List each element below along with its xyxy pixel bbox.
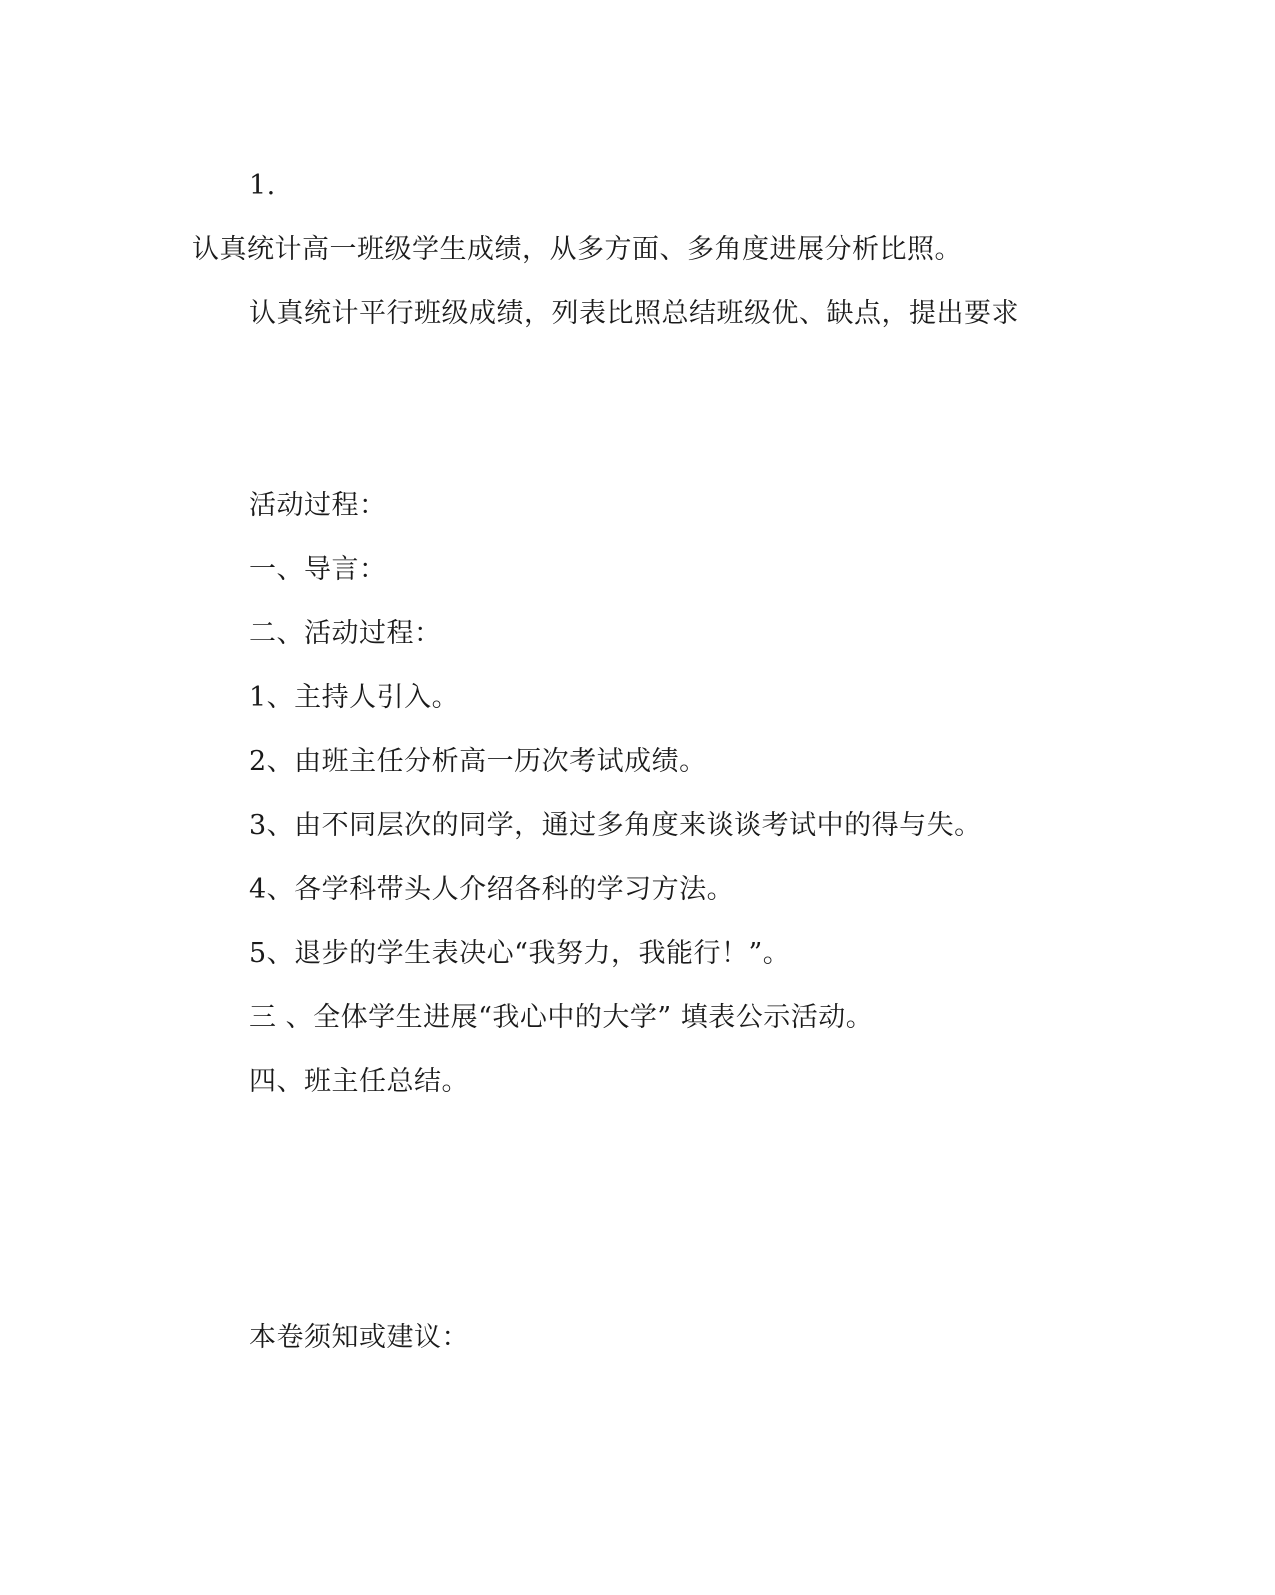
paragraph: 认真统计平行班级成绩，列表比照总结班级优、缺点，提出要求 xyxy=(249,298,1019,329)
list-item: 三 、全体学生进展“我心中的大学” 填表公示活动。 xyxy=(249,1002,874,1033)
list-item: 4、各学科带头人介绍各科的学习方法。 xyxy=(249,874,735,905)
section-heading: 本卷须知或建议： xyxy=(249,1322,469,1353)
list-item: 2、由班主任分析高一历次考试成绩。 xyxy=(249,746,707,777)
section-heading: 活动过程： xyxy=(249,490,387,521)
list-item: 一、导言： xyxy=(249,554,387,585)
list-item: 3、由不同层次的同学，通过多角度来谈谈考试中的得与失。 xyxy=(249,810,982,841)
list-item: 二、活动过程： xyxy=(249,618,442,649)
list-number: 1. xyxy=(249,170,276,201)
paragraph: 认真统计高一班级学生成绩，从多方面、多角度进展分析比照。 xyxy=(192,234,962,265)
list-item: 5、退步的学生表决心“我努力，我能行！”。 xyxy=(249,938,791,969)
list-item: 1、主持人引入。 xyxy=(249,682,460,713)
list-item: 四、班主任总结。 xyxy=(249,1066,469,1097)
